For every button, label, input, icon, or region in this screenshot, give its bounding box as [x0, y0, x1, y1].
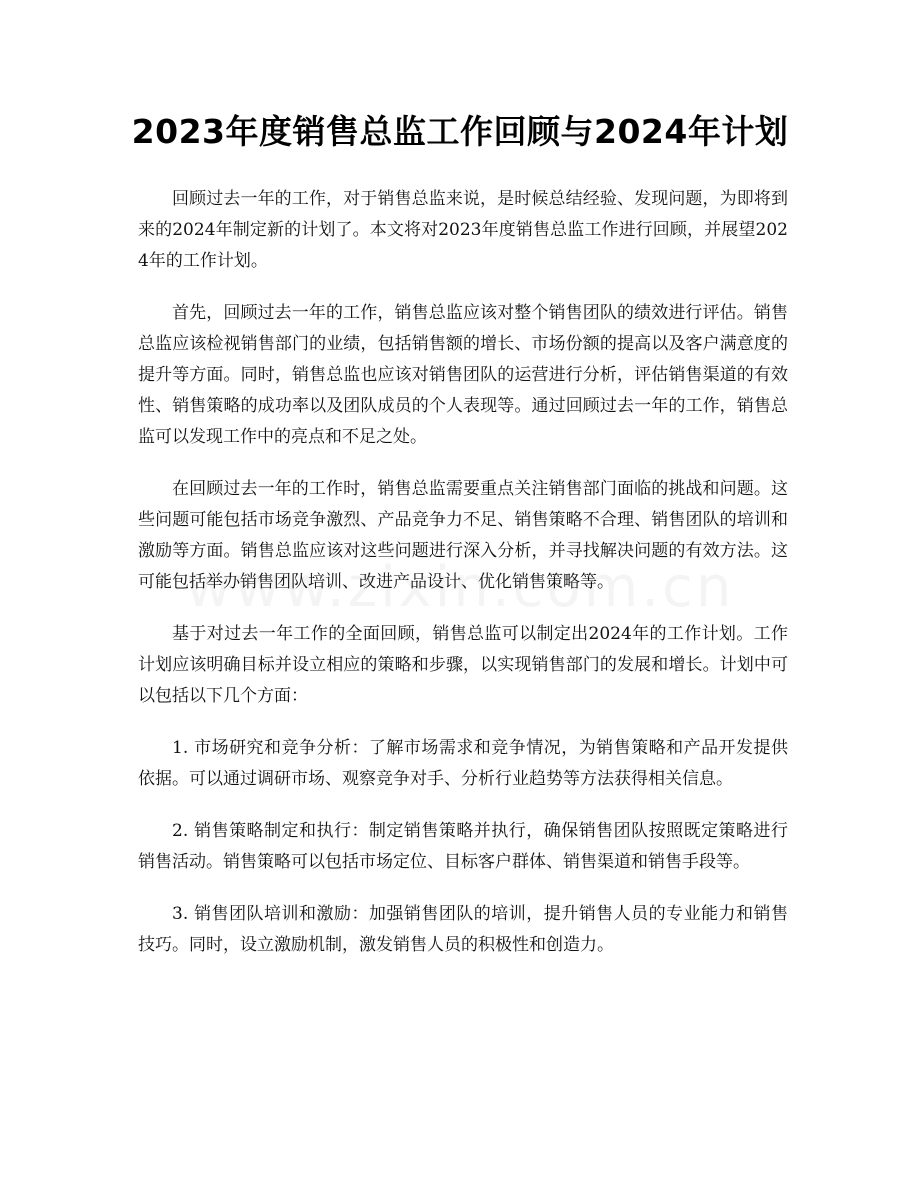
paragraph-plan: 基于对过去一年工作的全面回顾，销售总监可以制定出2024年的工作计划。工作计划应该明确目标并设立相应的策略和步骤，以实现销售部门的发展和增长。计划中可以包括以下几个方面：: [138, 624, 788, 706]
plan-item-market-research: 1. 市场研究和竞争分析：了解市场需求和竞争情况，为销售策略和产品开发提供依据。可以通过调研市场、观察竞争对手、分析行业趋势等方法获得相关信息。: [138, 738, 788, 789]
document-title: 2023年度销售总监工作回顾与2024年计划: [131, 112, 789, 151]
plan-item-team-training: 3. 销售团队培训和激励：加强销售团队的培训，提升销售人员的专业能力和销售技巧。同时，设立激励机制，激发销售人员的积极性和创造力。: [138, 904, 788, 955]
plan-item-sales-strategy: 2. 销售策略制定和执行：制定销售策略并执行，确保销售团队按照既定策略进行销售活动。销售策略可以包括市场定位、目标客户群体、销售渠道和销售手段等。: [138, 821, 788, 872]
paragraph-review: 首先，回顾过去一年的工作，销售总监应该对整个销售团队的绩效进行评估。销售总监应该检视销售部门的业绩，包括销售额的增长、市场份额的提高以及客户满意度的提升等方面。同时，销售总监也应该对销售团队的运营进行分析，评估销售渠道的有效性、销售策略的成功率以及团队成员的个人表现等。通过回顾过去一年的工作，销售总监可以发现工作中的亮点和不足之处。: [138, 303, 788, 447]
document-body: [138, 184, 788, 982]
paragraph-challenges: 在回顾过去一年的工作时，销售总监需要重点关注销售部门面临的挑战和问题。这些问题可能包括市场竞争激烈、产品竞争力不足、销售策略不合理、销售团队的培训和激励等方面。销售总监应该对这些问题进行深入分析，并寻找解决问题的有效方法。这可能包括举办销售团队培训、改进产品设计、优化销售策略等。: [138, 479, 788, 592]
paragraph-intro: 回顾过去一年的工作，对于销售总监来说，是时候总结经验、发现问题，为即将到来的2024年制定新的计划了。本文将对2023年度销售总监工作进行回顾，并展望2024年的工作计划。: [138, 189, 788, 271]
